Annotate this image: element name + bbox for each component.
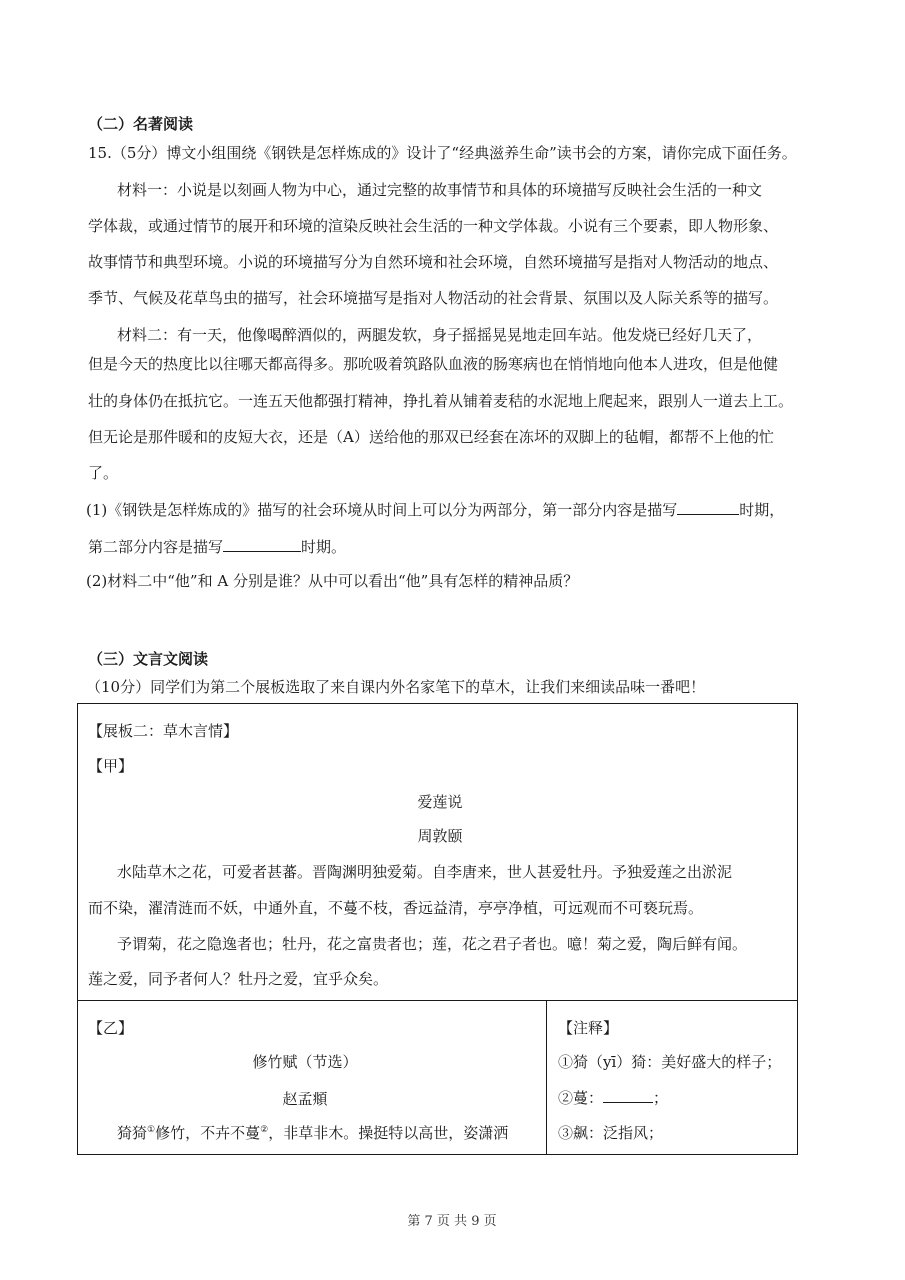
box-divider-vertical [546, 1000, 547, 1155]
question-15: 15.（5分）博文小组围绕《钢铁是怎样炼成的》设计了“经典滋养生命”读书会的方案，请你完成下面任务。 [88, 144, 797, 162]
jia-title: 爱莲说 [417, 793, 463, 811]
subquestion-1-suffix: 时期， [739, 501, 785, 519]
material1-line: 学体裁，或通过情节的展开和环境的渲染反映社会生活的一种文学体裁。小说有三个要素，即人物形象、 [88, 217, 779, 235]
yi-text-c: ，非草非木。操挺特以高世，姿潇洒 [268, 1124, 509, 1142]
yi-text-a: 猗猗 [117, 1124, 148, 1142]
jia-text-line: 予谓菊，花之隐逸者也；牡丹，花之富贵者也；莲，花之君子者也。噫！菊之爱，陶后鲜有闻。 [117, 935, 748, 953]
jia-text-line: 而不染，濯清涟而不妖，中通外直，不蔓不枝，香远益清，亭亭净植，可远观而不可亵玩焉。 [88, 899, 704, 917]
box-border-right [797, 703, 798, 1155]
answer-blank-1[interactable] [677, 500, 739, 515]
page-number: 第 7 页 共 9 页 [407, 1214, 497, 1229]
subquestion-2: (2)材料二中“他”和 A 分别是谁？从中可以看出“他”具有怎样的精神品质？ [86, 572, 579, 590]
jia-text-line: 水陆草木之花，可爱者甚蕃。晋陶渊明独爱菊。自李唐来，世人甚爱牡丹。予独爱莲之出淤泥 [117, 863, 733, 881]
subquestion-1-line2-suffix: 时期。 [301, 538, 347, 556]
material2-line: 壮的身体仍在抵抗它。一连五天他都强打精神，挣扎着从铺着麦秸的水泥地上爬起来，跟别人一道去上工。 [88, 392, 794, 410]
subquestion-1-continued [88, 536, 346, 557]
yi-title: 修竹赋（节选） [252, 1053, 358, 1071]
jia-author: 周敦颐 [417, 827, 463, 845]
footnote-marker-2: ② [260, 1125, 269, 1135]
note-2-end: ； [653, 1089, 669, 1107]
notes-label: 【注释】 [558, 1019, 619, 1037]
box-border-bottom [77, 1154, 798, 1155]
material1-line: 材料一：小说是以刻画人物为中心，通过完整的故事情节和具体的环境描写反映社会生活的一种文 [117, 181, 763, 199]
note-2-text: ②蔓： [558, 1089, 604, 1107]
subquestion-1-line2: 第二部分内容是描写 [88, 538, 224, 556]
label-jia: 【甲】 [88, 757, 134, 775]
yi-text-b: 修竹，不卉不蔓 [155, 1124, 261, 1142]
label-yi: 【乙】 [88, 1019, 134, 1037]
material2-line: 了。 [88, 464, 119, 482]
box-border-top [77, 703, 798, 704]
section-title-classical-chinese: （三）文言文阅读 [88, 650, 209, 668]
note-2 [558, 1087, 668, 1108]
jia-text-line: 莲之爱，同予者何人？牡丹之爱，宜乎众矣。 [88, 970, 389, 988]
material2-line: 材料二：有一天，他像喝醉酒似的，两腿发软，身子摇摇晃晃地走回车站。他发烧已经好几天了， [117, 326, 763, 344]
box-border-left [77, 703, 78, 1155]
board-title: 【展板二：草木言情】 [88, 722, 239, 740]
note-2-blank[interactable] [603, 1088, 653, 1103]
yi-author: 赵孟頫 [282, 1090, 328, 1108]
note-3: ③飙：泛指风； [558, 1124, 664, 1142]
material1-line: 故事情节和典型环境。小说的环境描写分为自然环境和社会环境，自然环境描写是指对人物活动的地点、 [88, 253, 779, 271]
material2-line: 但是今天的热度比以往哪天都高得多。那吮吸着筑路队血液的肠寒病也在悄悄地向他本人进攻，但是他健 [88, 355, 779, 373]
subquestion-1 [86, 499, 784, 520]
answer-blank-2[interactable] [223, 537, 301, 552]
material1-line: 季节、气候及花草鸟虫的描写，社会环境描写是指对人物活动的社会背景、氛围以及人际关系等的描写。 [88, 289, 779, 307]
footnote-marker-1: ① [147, 1125, 156, 1135]
box-divider-horizontal [77, 1000, 798, 1001]
note-1: ①猗（yī）猗：美好盛大的样子； [558, 1053, 782, 1071]
subquestion-1-text: (1)《钢铁是怎样炼成的》描写的社会环境从时间上可以分为两部分，第一部分内容是描写 [86, 501, 678, 519]
section3-intro: （10分）同学们为第二个展板选取了来自课内外名家笔下的草木，让我们来细读品味一番吧！ [86, 678, 706, 696]
yi-text-line [117, 1122, 508, 1143]
section-title-famous-works: （二）名著阅读 [88, 115, 194, 133]
material2-line: 但无论是那件暖和的皮短大衣，还是（A）送给他的那双已经套在冻坏的双脚上的毡帽，都帮不上他的忙 [88, 428, 774, 446]
